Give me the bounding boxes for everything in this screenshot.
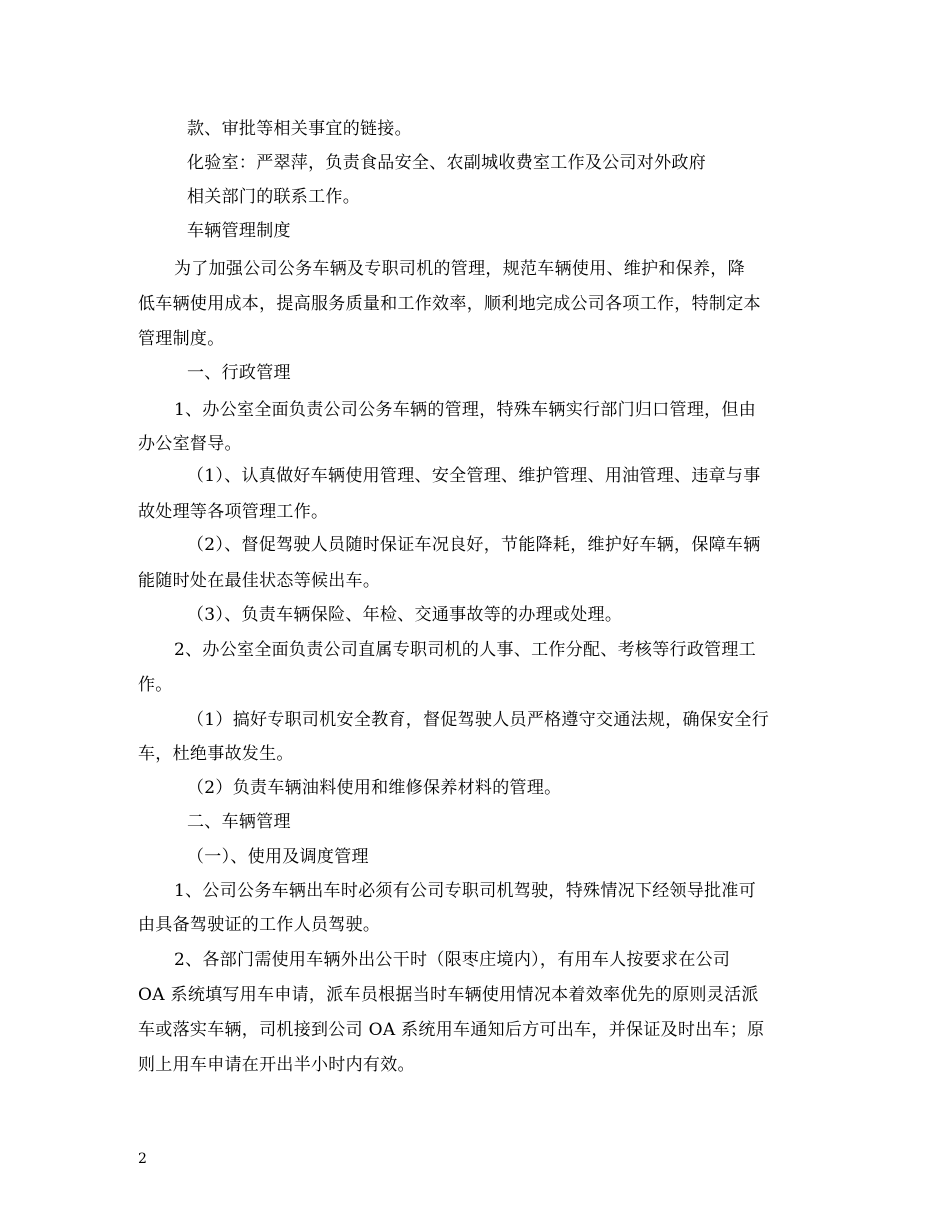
text-line: 故处理等各项管理工作。	[138, 502, 329, 522]
text-line: OA 系统填写用车申请，派车员根据当时车辆使用情况本着效率优先的原则灵活派	[138, 985, 759, 1005]
text-line: 能随时处在最佳状态等候出车。	[138, 571, 381, 591]
text-line: 由具备驾驶证的工作人员驾驶。	[138, 915, 381, 935]
text-line: 款、审批等相关事宜的链接。	[187, 119, 412, 139]
text-line: 2、办公室全面负责公司直属专职司机的人事、工作分配、考核等行政管理工	[174, 640, 757, 660]
text-line: 低车辆使用成本，提高服务质量和工作效率，顺利地完成公司各项工作，特制定本	[138, 294, 761, 314]
text-line: 车，杜绝事故发生。	[138, 744, 294, 764]
text-line: 车或落实车辆，司机接到公司 OA 系统用车通知后方可出车，并保证及时出车；原	[138, 1020, 765, 1040]
text-line: 作。	[138, 675, 173, 695]
heading-usage-dispatch: （一）、使用及调度管理	[187, 847, 369, 867]
heading-vehicle-management: 二、车辆管理	[187, 812, 291, 832]
text-line: （3）、负责车辆保险、年检、交通事故等的办理或处理。	[187, 605, 623, 625]
section-title: 车辆管理制度	[187, 221, 291, 241]
text-line: 办公室督导。	[138, 434, 242, 454]
text-line: 则上用车申请在开出半小时内有效。	[138, 1055, 415, 1075]
text-line: 管理制度。	[138, 329, 225, 349]
text-line: （2）负责车辆油料使用和维修保养材料的管理。	[187, 778, 562, 798]
text-line: （1）搞好专职司机安全教育，督促驾驶人员严格遵守交通法规，确保安全行	[187, 710, 770, 730]
text-line: 2、各部门需使用车辆外出公干时（限枣庄境内），有用车人按要求在公司	[174, 950, 731, 970]
text-line: 为了加强公司公务车辆及专职司机的管理，规范车辆使用、维护和保养，降	[174, 259, 745, 279]
text-line: 1、公司公务车辆出车时必须有公司专职司机驾驶，特殊情况下经领导批准可	[174, 881, 757, 901]
text-line: 化验室：严翠萍，负责食品安全、农副城收费室工作及公司对外政府	[187, 153, 706, 173]
heading-administrative: 一、行政管理	[187, 363, 291, 383]
text-line: （1）、认真做好车辆使用管理、安全管理、维护管理、用油管理、违章与事	[187, 466, 761, 486]
page-number: 2	[138, 1151, 147, 1167]
text-line: （2）、督促驾驶人员随时保证车况良好，节能降耗，维护好车辆，保障车辆	[187, 535, 761, 555]
text-line: 相关部门的联系工作。	[187, 187, 360, 207]
text-line: 1、办公室全面负责公司公务车辆的管理，特殊车辆实行部门归口管理，但由	[174, 400, 757, 420]
